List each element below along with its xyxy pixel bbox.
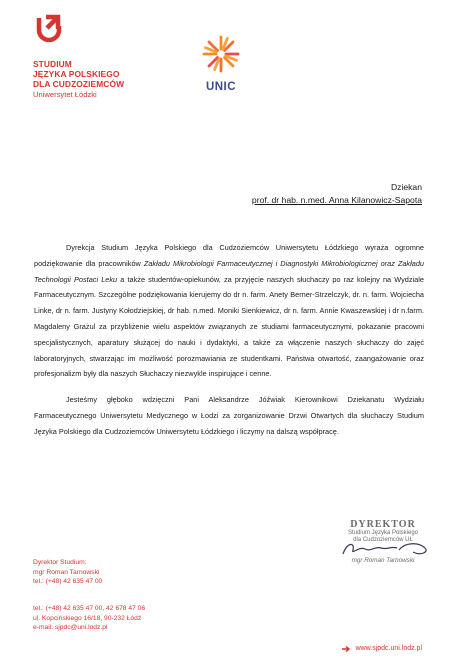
stamp-name: mgr Roman Tarnowski	[351, 557, 415, 564]
studium-logo	[33, 12, 124, 100]
paragraph-1-end: a także studentów-opiekunów, za przyjęcie naszych słuchaczy po raz kolejny na Wydziale Farmaceutycznym. Szczególne podziękowania kierujemy do dr n. farm. Anety Berner-Strzelczyk, dr. n. farm. Wojciecha Linke, dr n. farm. Justyny Kołodziejskiej, dr hab. n.med. Moniki Sienkiewicz, dr n. farm. Annie Kwaszewskiej i dr n.farm. Magdaleny Grażul za przybliżenie wielu aspektów związanych ze studiami farmaceutycznymi, pokazanie pracowni specjalistycznych, aparatury służącej do nauki i dydaktyki, a także za włączenie naszych słuchaczy do zajęć laboratoryjnych, stwarzając im możliwość porozmawiania ze studentkami. Państwa otwartość, zaangażowanie oraz profesjonalizm były dla naszych Słuchaczy niezwykle inspirujące i cenne.	[34, 274, 424, 379]
logo-line-1: STUDIUM	[33, 59, 72, 69]
footer-director-label: Dyrektor Studium:	[33, 559, 87, 566]
logo-line-2: JĘZYKA POLSKIEGO	[33, 69, 120, 79]
footer-contact-tel: tel.: (+48) 42 635 47 00, 42 678 47 06	[33, 605, 146, 612]
footer-director	[33, 558, 102, 587]
stamp-line-1: Studium Języka Polskiego	[347, 530, 419, 536]
recipient-name: prof. dr hab. n.med. Anna Kilanowicz-Sapota	[251, 195, 422, 205]
stamp-title: DYREKTOR	[350, 519, 416, 530]
website-link[interactable]: www.sjpdc.uni.lodz.pl	[355, 645, 422, 652]
logo-subtitle: Uniwersytet Łódzki	[33, 90, 97, 99]
director-stamp	[333, 519, 433, 564]
letter-paragraph-1	[34, 240, 424, 382]
recipient-title: Dziekan	[390, 182, 422, 192]
arrow-right-icon	[342, 646, 350, 652]
unic-star-icon	[201, 34, 241, 74]
footer-contact	[33, 604, 145, 633]
paragraph-1-departments: Zakładu Mikrobiologii Farmaceutycznej i Diagnostyki Mikrobiologicznej oraz Zakładu Technologii Postaci Leku	[34, 258, 424, 284]
footer-website[interactable]	[342, 645, 422, 652]
unic-logo	[199, 34, 243, 93]
handwritten-signature	[333, 540, 433, 558]
logo-line-3: DLA CUDZOZIEMCÓW	[33, 79, 125, 89]
letter-body	[34, 240, 424, 440]
recipient-block	[252, 181, 422, 207]
footer-email[interactable]: e-mail: sjpdc@uni.lodz.pl	[33, 624, 108, 632]
studium-logo-arrow-icon	[33, 12, 65, 44]
footer-director-tel: tel.: (+48) 42 635 47 00	[33, 578, 103, 586]
unic-name: UNIC	[205, 81, 237, 93]
stamp-line-2: dla Cudzoziemców UŁ	[353, 537, 413, 543]
footer-director-name: mgr Roman Tarnowski	[33, 568, 100, 576]
footer-address: ul. Kopcińskiego 16/18, 90-232 Łódź	[33, 614, 142, 622]
paragraph-1-start: Dyrekcja Studium Języka Polskiego dla Cudzoziemców Uniwersytetu Łódzkiego wyraża ogromne podziękowanie dla pracowników	[34, 243, 424, 268]
letter-paragraph-2: Jesteśmy głęboko wdzięczni Pani Aleksandrze Jóźwiak Kierownikowi Dziekanatu Wydziału Farmaceutycznego Uniwersytetu Medycznego w Łodzi za zorganizowanie Drzwi Otwartych dla słuchaczy Studium Języka Polskiego dla Cudzoziemców Uniwersytetu Łódzkiego i liczymy na dalszą współpracę.	[34, 395, 424, 436]
